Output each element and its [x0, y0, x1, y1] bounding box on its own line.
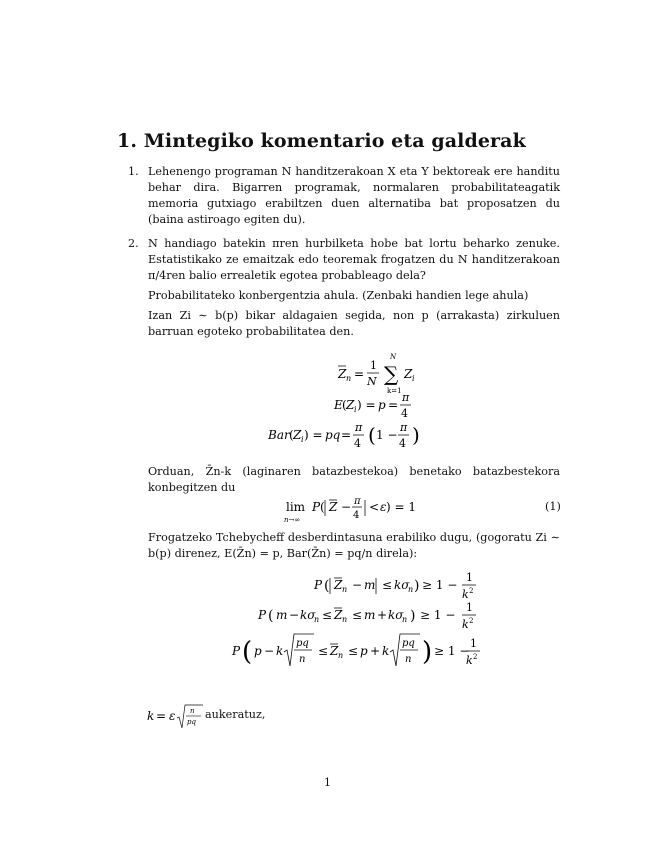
svg-text:p: p [378, 398, 386, 412]
svg-text:=: = [156, 709, 167, 723]
svg-text:kσ: kσ [394, 578, 410, 592]
svg-text:4: 4 [399, 437, 406, 450]
svg-text:) =: ) = [357, 398, 376, 412]
svg-text:Z: Z [334, 608, 343, 622]
svg-text:1: 1 [470, 637, 477, 650]
svg-text:<: < [369, 500, 380, 514]
svg-text:k: k [382, 644, 390, 658]
svg-text:P: P [232, 644, 241, 658]
choice-suffix: aukeratuz, [205, 708, 266, 721]
paragraph-definition: Izan Zi ∼ b(p) bikar aldagaien segida, non p (arrakasta) zirkuluen barruan egoteko probabilitatea den. [148, 309, 560, 338]
svg-text:k: k [147, 709, 155, 723]
svg-text:n: n [190, 707, 195, 715]
svg-text:p: p [254, 644, 262, 658]
svg-text:k: k [462, 618, 469, 631]
paragraph-convergence: Probabilitateko konbergentzia ahula. (Zenbaki handien lege ahula) [148, 289, 529, 302]
list-item-2 [128, 236, 560, 284]
svg-text:pq: pq [325, 428, 341, 442]
svg-text:−: − [341, 500, 352, 514]
svg-text:n→∞: n→∞ [284, 516, 301, 524]
svg-text:Z: Z [338, 367, 347, 381]
svg-text:i: i [412, 374, 415, 383]
svg-text:(: ( [324, 578, 330, 594]
svg-text:n: n [346, 374, 352, 383]
svg-text:n: n [338, 651, 344, 660]
svg-text:n: n [405, 654, 412, 665]
svg-text:(: ( [289, 428, 294, 442]
equation-expectation [332, 390, 422, 424]
equation-variance [266, 420, 426, 456]
svg-text:kσ: kσ [388, 608, 404, 622]
svg-text:Z: Z [293, 428, 302, 442]
svg-text:N: N [390, 353, 397, 361]
svg-text:(: ( [268, 608, 274, 624]
svg-text:−: − [352, 578, 363, 592]
svg-text:m: m [364, 608, 376, 622]
svg-text:): ) [412, 423, 420, 447]
list-number: 1. [128, 165, 139, 178]
svg-text:ε: ε [169, 709, 176, 723]
svg-text:=: = [341, 428, 352, 442]
svg-text:): ) [422, 637, 433, 667]
svg-text:Z: Z [346, 398, 355, 412]
svg-text:m: m [276, 608, 288, 622]
svg-text:≤: ≤ [352, 608, 363, 622]
svg-text:n: n [299, 654, 306, 665]
svg-text:ε: ε [380, 500, 387, 514]
svg-text:2: 2 [473, 653, 478, 661]
svg-text:P: P [312, 500, 321, 514]
svg-text:(: ( [342, 398, 347, 412]
svg-text:(: ( [368, 423, 376, 447]
svg-text:k: k [462, 588, 469, 601]
svg-text:≥ 1 −: ≥ 1 − [422, 578, 458, 592]
equation-number: (1) [545, 500, 561, 513]
svg-text:Z: Z [334, 578, 343, 592]
svg-text:4: 4 [354, 437, 361, 450]
page-number: 1 [324, 776, 331, 789]
equation-limit [284, 494, 424, 530]
svg-text:+: + [377, 608, 388, 622]
svg-text:≤: ≤ [322, 608, 333, 622]
svg-text:): ) [410, 608, 416, 624]
svg-text:+: + [370, 644, 381, 658]
svg-text:1: 1 [466, 601, 473, 614]
svg-text:π: π [402, 391, 410, 404]
svg-text:≥ 1 −: ≥ 1 − [420, 608, 456, 622]
list-item-text: N handiago batekin πren hurbilketa hobe bat lortu beharko zenuke. Estatistikako ze emaitzak edo teoremak frogatzen du N handitzerakoan π/4ren balio errealetik egotea probableago dela? [148, 237, 560, 282]
svg-text:≤: ≤ [318, 644, 329, 658]
svg-text:Z: Z [330, 644, 339, 658]
list-number: 2. [128, 237, 139, 250]
svg-text:π: π [400, 421, 408, 434]
svg-text:−: − [264, 644, 275, 658]
choice-line [147, 702, 347, 732]
svg-text:P: P [258, 608, 267, 622]
svg-text:Bar: Bar [268, 428, 290, 442]
svg-text:pq: pq [402, 638, 415, 649]
list-item-1 [128, 164, 560, 228]
svg-text:): ) [414, 578, 420, 594]
svg-text:) = 1: ) = 1 [386, 500, 416, 514]
svg-text:k=1: k=1 [387, 387, 402, 395]
svg-text:n: n [342, 585, 348, 594]
svg-text:pq: pq [296, 638, 309, 649]
svg-text:Z: Z [404, 367, 413, 381]
svg-text:4: 4 [353, 510, 360, 521]
svg-text:n: n [314, 615, 320, 624]
svg-text:N: N [367, 375, 377, 388]
svg-text:pq: pq [187, 718, 196, 726]
svg-text:4: 4 [401, 407, 408, 420]
svg-text:≤: ≤ [348, 644, 359, 658]
svg-text:≤: ≤ [382, 578, 393, 592]
svg-text:E: E [334, 398, 343, 412]
svg-text:∑: ∑ [384, 362, 399, 386]
svg-text:i: i [354, 405, 357, 414]
svg-text:kσ: kσ [300, 608, 316, 622]
svg-text:=: = [354, 367, 365, 381]
svg-text:2: 2 [469, 587, 474, 595]
svg-text:i: i [301, 435, 304, 444]
equation-tchebycheff-3 [230, 630, 482, 676]
svg-text:Z: Z [329, 500, 338, 514]
svg-text:≥ 1 −: ≥ 1 − [434, 644, 470, 658]
svg-text:) =: ) = [304, 428, 323, 442]
svg-text:p: p [360, 644, 368, 658]
section-title: 1. Mintegiko komentario eta galderak [117, 130, 526, 152]
paragraph-convergence-statement: Orduan, Z̄n-k (laginaren batazbestekoa) benetako batazbestekora konbegitzen du [148, 465, 560, 494]
svg-text:n: n [408, 585, 414, 594]
svg-text:n: n [402, 615, 408, 624]
svg-text:k: k [276, 644, 284, 658]
svg-text:1: 1 [466, 571, 473, 584]
svg-text:lim: lim [286, 500, 306, 514]
svg-text:2: 2 [469, 617, 474, 625]
svg-text:(: ( [320, 500, 325, 514]
paragraph-tchebycheff: Frogatzeko Tchebycheff desberdintasuna erabiliko dugu, (gogoratu Zi ∼ b(p) direnez, E(Z̄n) = p, Bar(Z̄n) = pq/n direla): [148, 531, 560, 560]
svg-text:1: 1 [370, 359, 377, 372]
list-item-text: Lehenengo programan N handitzerakoan X eta Y bektoreak ere handitu behar dira. Bigarren programak, normalaren probabilitateagatik memoria gutxiago erabiltzen duen alternatiba bat proposatzen du (baina astiroago egiten du). [148, 165, 560, 226]
svg-text:n: n [342, 615, 348, 624]
svg-text:−: − [289, 608, 300, 622]
svg-text:=: = [388, 398, 399, 412]
equation-k-choice [147, 702, 207, 732]
svg-text:m: m [364, 578, 376, 592]
svg-text:π: π [354, 496, 361, 507]
svg-text:π: π [355, 421, 363, 434]
svg-text:k: k [466, 654, 473, 667]
svg-text:P: P [314, 578, 323, 592]
svg-text:(: ( [242, 637, 253, 667]
svg-text:1 −: 1 − [376, 428, 398, 442]
